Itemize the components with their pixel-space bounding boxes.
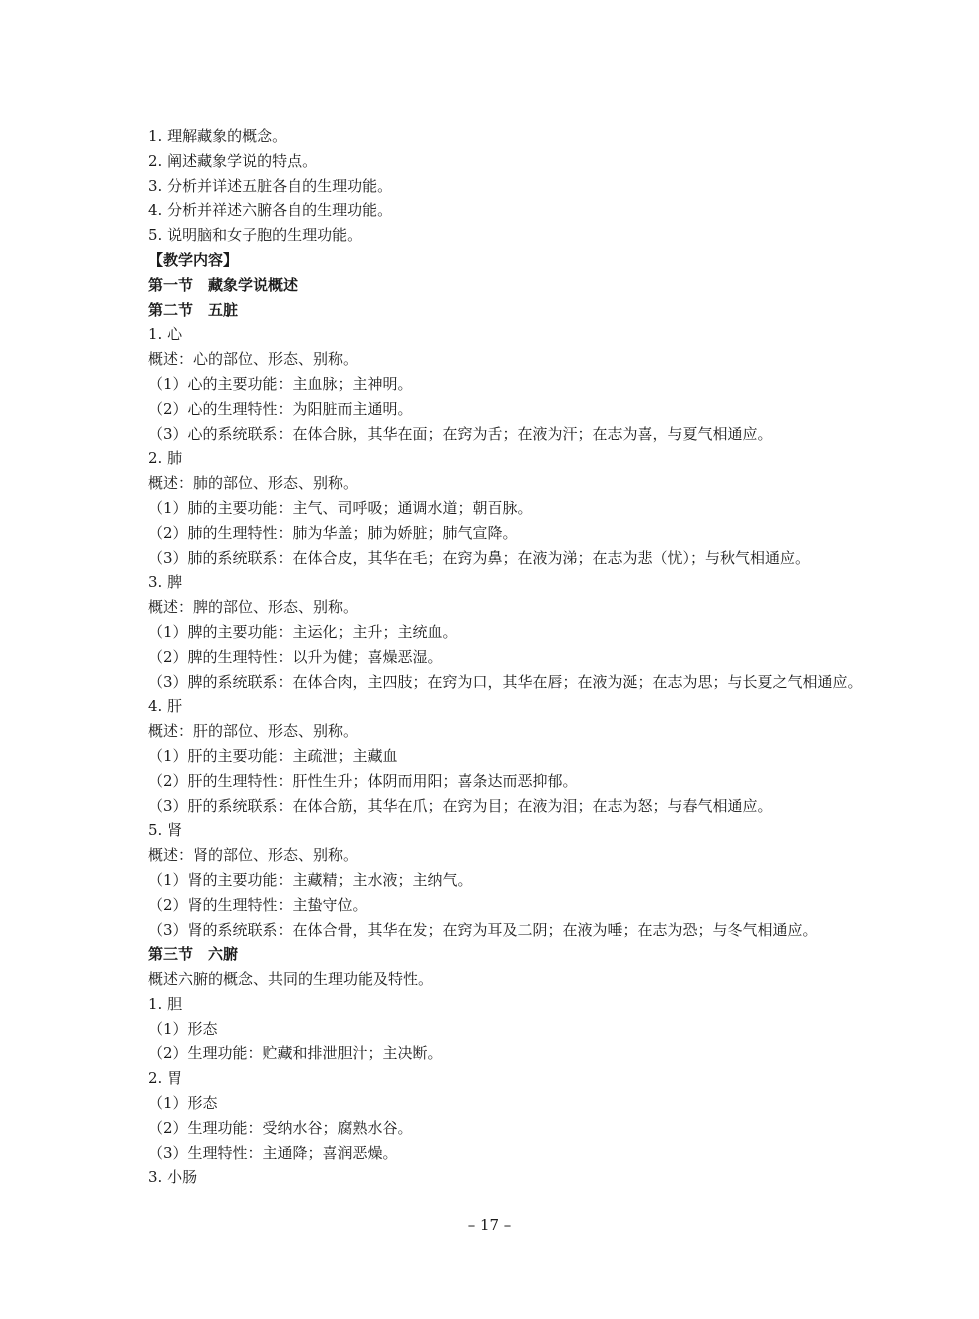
text-line: （2）生理功能：贮藏和排泄胆汁；主决断。: [148, 1044, 443, 1063]
text-line: （3）肾的系统联系：在体合骨，其华在发；在窍为耳及二阴；在液为唾；在志为恐；与冬气相通应。: [148, 920, 818, 939]
text-line: 2. 肺: [148, 449, 183, 468]
page-number: – 17 –: [467, 1216, 512, 1234]
text-line: 2. 阐述藏象学说的特点。: [148, 151, 318, 170]
text-line: （2）生理功能：受纳水谷；腐熟水谷。: [148, 1118, 413, 1137]
text-line: 1. 理解藏象的概念。: [148, 127, 288, 145]
text-line: 5. 肾: [148, 821, 183, 840]
text-line: 4. 肝: [148, 697, 183, 716]
text-line: （3）肺的系统联系：在体合皮，其华在毛；在窍为鼻；在液为涕；在志为悲（忧）；与秋气相通应。: [148, 548, 811, 567]
text-line: （2）肺的生理特性：肺为华盖；肺为娇脏；肺气宣降。: [148, 523, 518, 542]
text-line: （3）肝的系统联系：在体合筋，其华在爪；在窍为目；在液为泪；在志为怒；与春气相通应。: [148, 796, 773, 815]
text-line: 1. 心: [148, 325, 183, 344]
section-heading: 第一节 藏象学说概述: [148, 275, 299, 294]
text-line: （2）脾的生理特性：以升为健；喜燥恶湿。: [148, 647, 443, 666]
text-line: 概述：脾的部位、形态、别称。: [148, 598, 359, 617]
text-line: 概述：肺的部位、形态、别称。: [148, 474, 359, 493]
text-line: （1）形态: [148, 1094, 218, 1113]
text-line: 概述六腑的概念、共同的生理功能及特性。: [148, 970, 434, 989]
text-line: （1）肝的主要功能：主疏泄；主藏血: [148, 746, 398, 765]
text-line: 概述：肝的部位、形态、别称。: [148, 722, 359, 741]
text-line: 概述：肾的部位、形态、别称。: [148, 846, 359, 865]
text-line: （3）脾的系统联系：在体合肉，主四肢；在窍为口，其华在唇；在液为涎；在志为思；与长夏之气相通应。: [148, 672, 863, 691]
text-line: （1）心的主要功能：主血脉；主神明。: [148, 374, 413, 393]
text-line: （2）肾的生理特性：主蛰守位。: [148, 895, 368, 914]
section-heading: 第二节 五脏: [148, 300, 239, 319]
text-line: 5. 说明脑和女子胞的生理功能。: [148, 226, 363, 245]
text-line: （2）心的生理特性：为阳脏而主通明。: [148, 399, 413, 418]
section-heading: 【教学内容】: [148, 250, 239, 269]
page-body: [148, 124, 888, 1190]
text-line: （1）脾的主要功能：主运化；主升；主统血。: [148, 622, 458, 641]
text-line: 3. 脾: [148, 573, 183, 592]
text-line: （1）肾的主要功能：主藏精；主水液；主纳气。: [148, 870, 473, 889]
text-line: （1）形态: [148, 1019, 218, 1038]
text-line: （1）肺的主要功能：主气、司呼吸；通调水道；朝百脉。: [148, 498, 533, 517]
text-line: 4. 分析并祥述六腑各自的生理功能。: [148, 201, 393, 220]
text-line: （3）生理特性：主通降；喜润恶燥。: [148, 1143, 398, 1162]
text-line: 1. 胆: [148, 994, 183, 1013]
text-line: 概述：心的部位、形态、别称。: [148, 350, 359, 369]
text-line: 3. 分析并详述五脏各自的生理功能。: [148, 176, 393, 195]
text-line: （2）肝的生理特性：肝性生升；体阴而用阳；喜条达而恶抑郁。: [148, 771, 578, 790]
text-line: 3. 小肠: [148, 1168, 198, 1187]
text-line: （3）心的系统联系：在体合脉，其华在面；在窍为舌；在液为汗；在志为喜，与夏气相通应。: [148, 424, 773, 443]
text-line: 2. 胃: [148, 1069, 183, 1088]
section-heading: 第三节 六腑: [148, 945, 239, 964]
